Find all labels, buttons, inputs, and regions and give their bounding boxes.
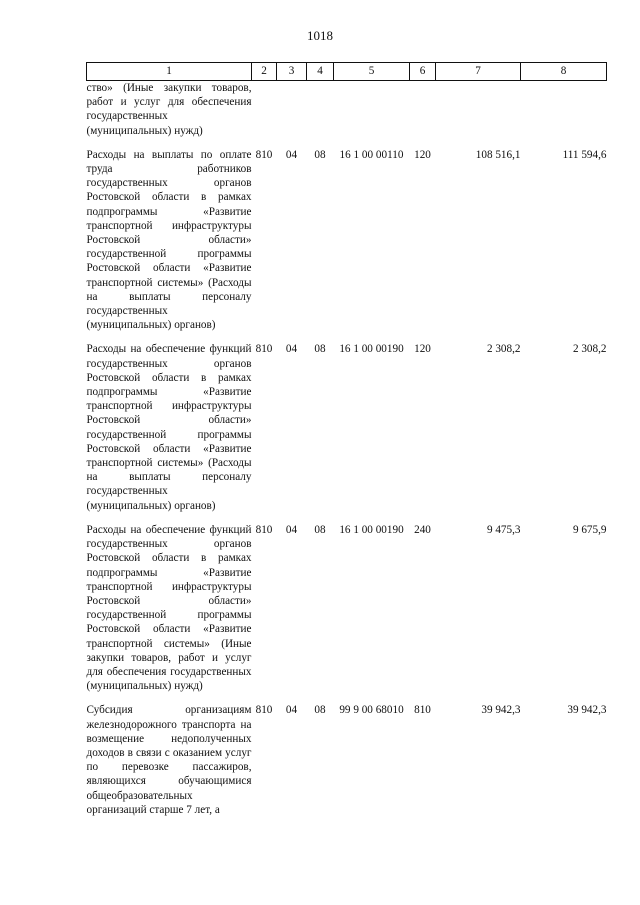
amount-col8: 39 942,3: [567, 704, 607, 717]
expense-type-code: 240: [414, 523, 431, 536]
amount-col8: [521, 81, 607, 138]
amount-col8: 2 308,2: [572, 343, 607, 356]
subsection-code: 08: [314, 704, 326, 717]
column-header: 3: [277, 63, 307, 81]
row-description: Расходы на обеспечение функций государственных органов Ростовской области в рамках подпрограммы «Развитие транспортной инфраструктуры Ростовской области» государственной программы Ростовской области «Развитие транспортной системы» (Расходы на выплаты персоналу государственных (муниципальных) органов): [86, 343, 252, 512]
admin-code: [252, 81, 277, 138]
table-header: [87, 63, 607, 81]
table-row: [87, 342, 607, 512]
column-header: 7: [436, 63, 521, 81]
table-row: [87, 523, 607, 693]
row-description: ство» (Иные закупки товаров, работ и услуг для обеспечения государственных (муниципальных) нужд): [86, 82, 252, 137]
section-code: [277, 81, 307, 138]
amount-col7: [436, 81, 521, 138]
admin-code: 810: [255, 704, 273, 717]
target-article-code: 16 1 00 00190: [339, 523, 404, 536]
column-header: 1: [87, 63, 252, 81]
subsection-code: [307, 81, 334, 138]
subsection-code: 08: [314, 343, 326, 356]
amount-col8: 9 675,9: [572, 523, 607, 536]
subsection-code: 08: [314, 523, 326, 536]
row-description: Расходы на выплаты по оплате труда работников государственных органов Ростовской области в рамках подпрограммы «Развитие транспортной инфраструктуры Ростовской области» государственной программы Ростовской области «Развитие транспортной системы» (Расходы на выплаты персоналу государственных (муниципальных) органов): [86, 148, 252, 332]
page-number: 1018: [307, 28, 333, 43]
amount-col8: 111 594,6: [562, 148, 607, 161]
section-code: 04: [285, 148, 298, 161]
subsection-code: 08: [314, 148, 326, 161]
row-description: Субсидия организациям железнодорожного транспорта на возмещение недополученных доходов в связи с оказанием услуг по перевозке пассажиров, являющихся обучающимися общеобразовательных организаций старше 7 лет, а: [86, 704, 252, 816]
row-spacer: [87, 513, 607, 523]
column-header: 6: [410, 63, 436, 81]
section-code: 04: [285, 343, 298, 356]
amount-col7: 108 516,1: [475, 148, 521, 161]
target-article-code: 99 9 00 68010: [339, 704, 404, 717]
expense-type-code: 120: [414, 343, 431, 356]
expense-type-code: 810: [414, 704, 431, 717]
admin-code: 810: [255, 343, 273, 356]
row-spacer: [87, 138, 607, 148]
column-header: 5: [334, 63, 410, 81]
admin-code: 810: [255, 523, 273, 536]
table-row: [87, 703, 607, 817]
row-spacer: [87, 693, 607, 703]
expense-type-code: [410, 81, 436, 138]
target-article-code: 16 1 00 00110: [339, 148, 404, 161]
column-header: 2: [252, 63, 277, 81]
amount-col7: 39 942,3: [481, 704, 521, 717]
table-body: [87, 81, 607, 817]
amount-col7: 2 308,2: [486, 343, 521, 356]
admin-code: 810: [255, 148, 273, 161]
column-header: 4: [307, 63, 334, 81]
column-header: 8: [521, 63, 607, 81]
amount-col7: 9 475,3: [486, 523, 521, 536]
table-row: [87, 81, 607, 138]
section-code: 04: [285, 523, 298, 536]
header-row: [87, 63, 607, 81]
row-spacer: [87, 332, 607, 342]
target-article-code: [334, 81, 410, 138]
target-article-code: 16 1 00 00190: [339, 343, 404, 356]
budget-table: [86, 62, 607, 817]
section-code: 04: [285, 704, 298, 717]
row-description: Расходы на обеспечение функций государственных органов Ростовской области в рамках подпрограммы «Развитие транспортной инфраструктуры Ростовской области» государственной программы Ростовской области «Развитие транспортной системы» (Иные закупки товаров, работ и услуг для обеспечения государственных (муниципальных) нужд): [86, 523, 252, 693]
table-row: [87, 148, 607, 333]
expense-type-code: 120: [414, 148, 431, 161]
